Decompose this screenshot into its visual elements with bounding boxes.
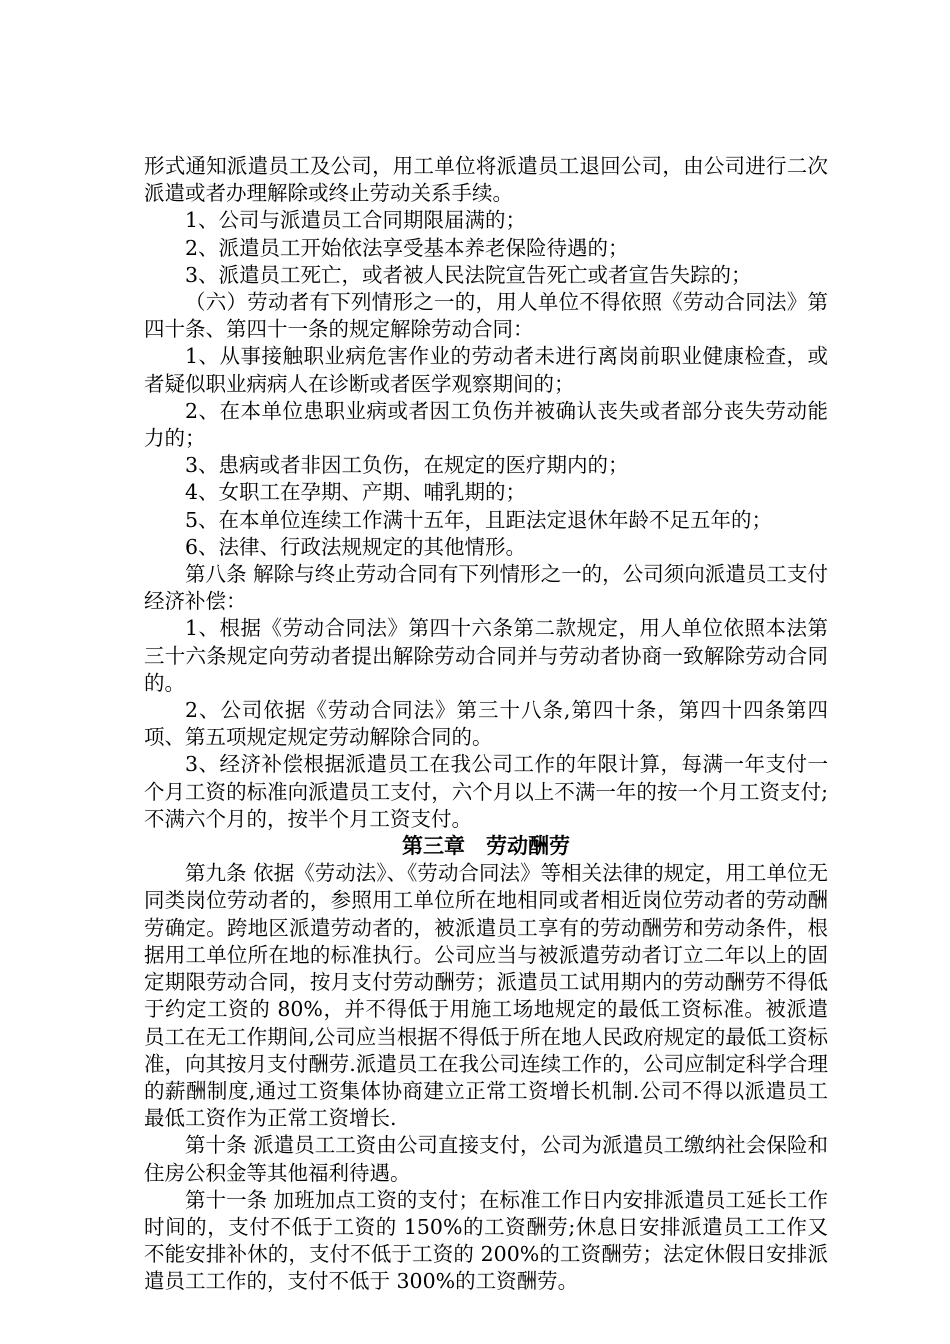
paragraph: （六）劳动者有下列情形之一的，用人单位不得依照《劳动合同法》第四十条、第四十一条的规定解除劳动合同： <box>144 290 828 342</box>
paragraph: 6、法律、行政法规规定的其他情形。 <box>185 534 527 559</box>
paragraph: 5、在本单位连续工作满十五年，且距法定退休年龄不足五年的； <box>185 507 773 532</box>
chapter-heading: 第三章 劳动酬劳 <box>402 834 570 859</box>
paragraph: 3、患病或者非因工负伤，在规定的医疗期内的； <box>185 453 629 478</box>
paragraph: 3、派遣员工死亡，或者被人民法院宣告死亡或者宣告失踪的； <box>185 262 752 287</box>
paragraph: 4、女职工在孕期、产期、哺乳期的； <box>185 480 527 505</box>
paragraph: 第八条 解除与终止劳动合同有下列情形之一的，公司须向派遣员工支付经济补偿： <box>144 562 828 614</box>
paragraph: 第十条 派遣员工工资由公司直接支付，公司为派遣员工缴纳社会保险和住房公积金等其他福利待遇。 <box>144 1133 828 1185</box>
paragraph: 第九条 依据《劳动法》、《劳动合同法》等相关法律的规定，用工单位无同类岗位劳动者的，参照用工单位所在地相同或者相近岗位劳动者的劳动酬劳确定。跨地区派遣劳动者的，被派遣员工享有的劳动酬劳和劳动条件，根据用工单位所在地的标准执行。公司应当与被派遣劳动者订立二年以上的固定期限劳动合同，按月支付劳动酬劳；派遣员工试用期内的劳动酬劳不得低于约定工资的 80%，并不得低于用施工场地规定的最低工资标准。被派遣员工在无工作期间,公司应当根据不得低于所在地人民政府规定的最低工资标准，向其按月支付酬劳.派遣员工在我公司连续工作的，公司应制定科学合理的薪酬制度,通过工资集体协商建立正常工资增长机制.公司不得以派遣员工最低工资作为正常工资增长. <box>144 861 828 1131</box>
paragraph: 1、从事接触职业病危害作业的劳动者未进行离岗前职业健康检查，或者疑似职业病病人在诊断或者医学观察期间的； <box>144 344 828 396</box>
paragraph: 形式通知派遣员工及公司，用工单位将派遣员工退回公司，由公司进行二次派遣或者办理解除或终止劳动关系手续。 <box>144 154 828 206</box>
paragraph: 2、公司依据《劳动合同法》第三十八条,第四十条，第四十四条第四项、第五项规定规定劳动解除合同的。 <box>144 698 828 750</box>
paragraph: 第十一条 加班加点工资的支付；在标准工作日内安排派遣员工延长工作时间的，支付不低于工资的 150%的工资酬劳;休息日安排派遣员工工作又不能安排补休的，支付不低于工资的 200%的工资酬劳；法定休假日安排派遣员工工作的，支付不低于 300%的工资酬劳。 <box>144 1187 828 1294</box>
section-chapter-three <box>144 860 828 1295</box>
document-body <box>144 153 828 1296</box>
paragraph: 2、派遣员工开始依法享受基本养老保险待遇的； <box>185 235 629 260</box>
paragraph: 3、经济补偿根据派遣员工在我公司工作的年限计算，每满一年支付一个月工资的标准向派遣员工支付，六个月以上不满一年的按一个月工资支付;不满六个月的，按半个月工资支付。 <box>144 752 828 831</box>
paragraph: 1、公司与派遣员工合同期限届满的； <box>185 208 527 233</box>
section-before-chapter <box>144 153 828 833</box>
paragraph: 1、根据《劳动合同法》第四十六条第二款规定，用人单位依照本法第三十六条规定向劳动者提出解除劳动合同并与劳动者协商一致解除劳动合同的。 <box>144 616 828 695</box>
paragraph: 2、在本单位患职业病或者因工负伤并被确认丧失或者部分丧失劳动能力的； <box>144 398 828 451</box>
